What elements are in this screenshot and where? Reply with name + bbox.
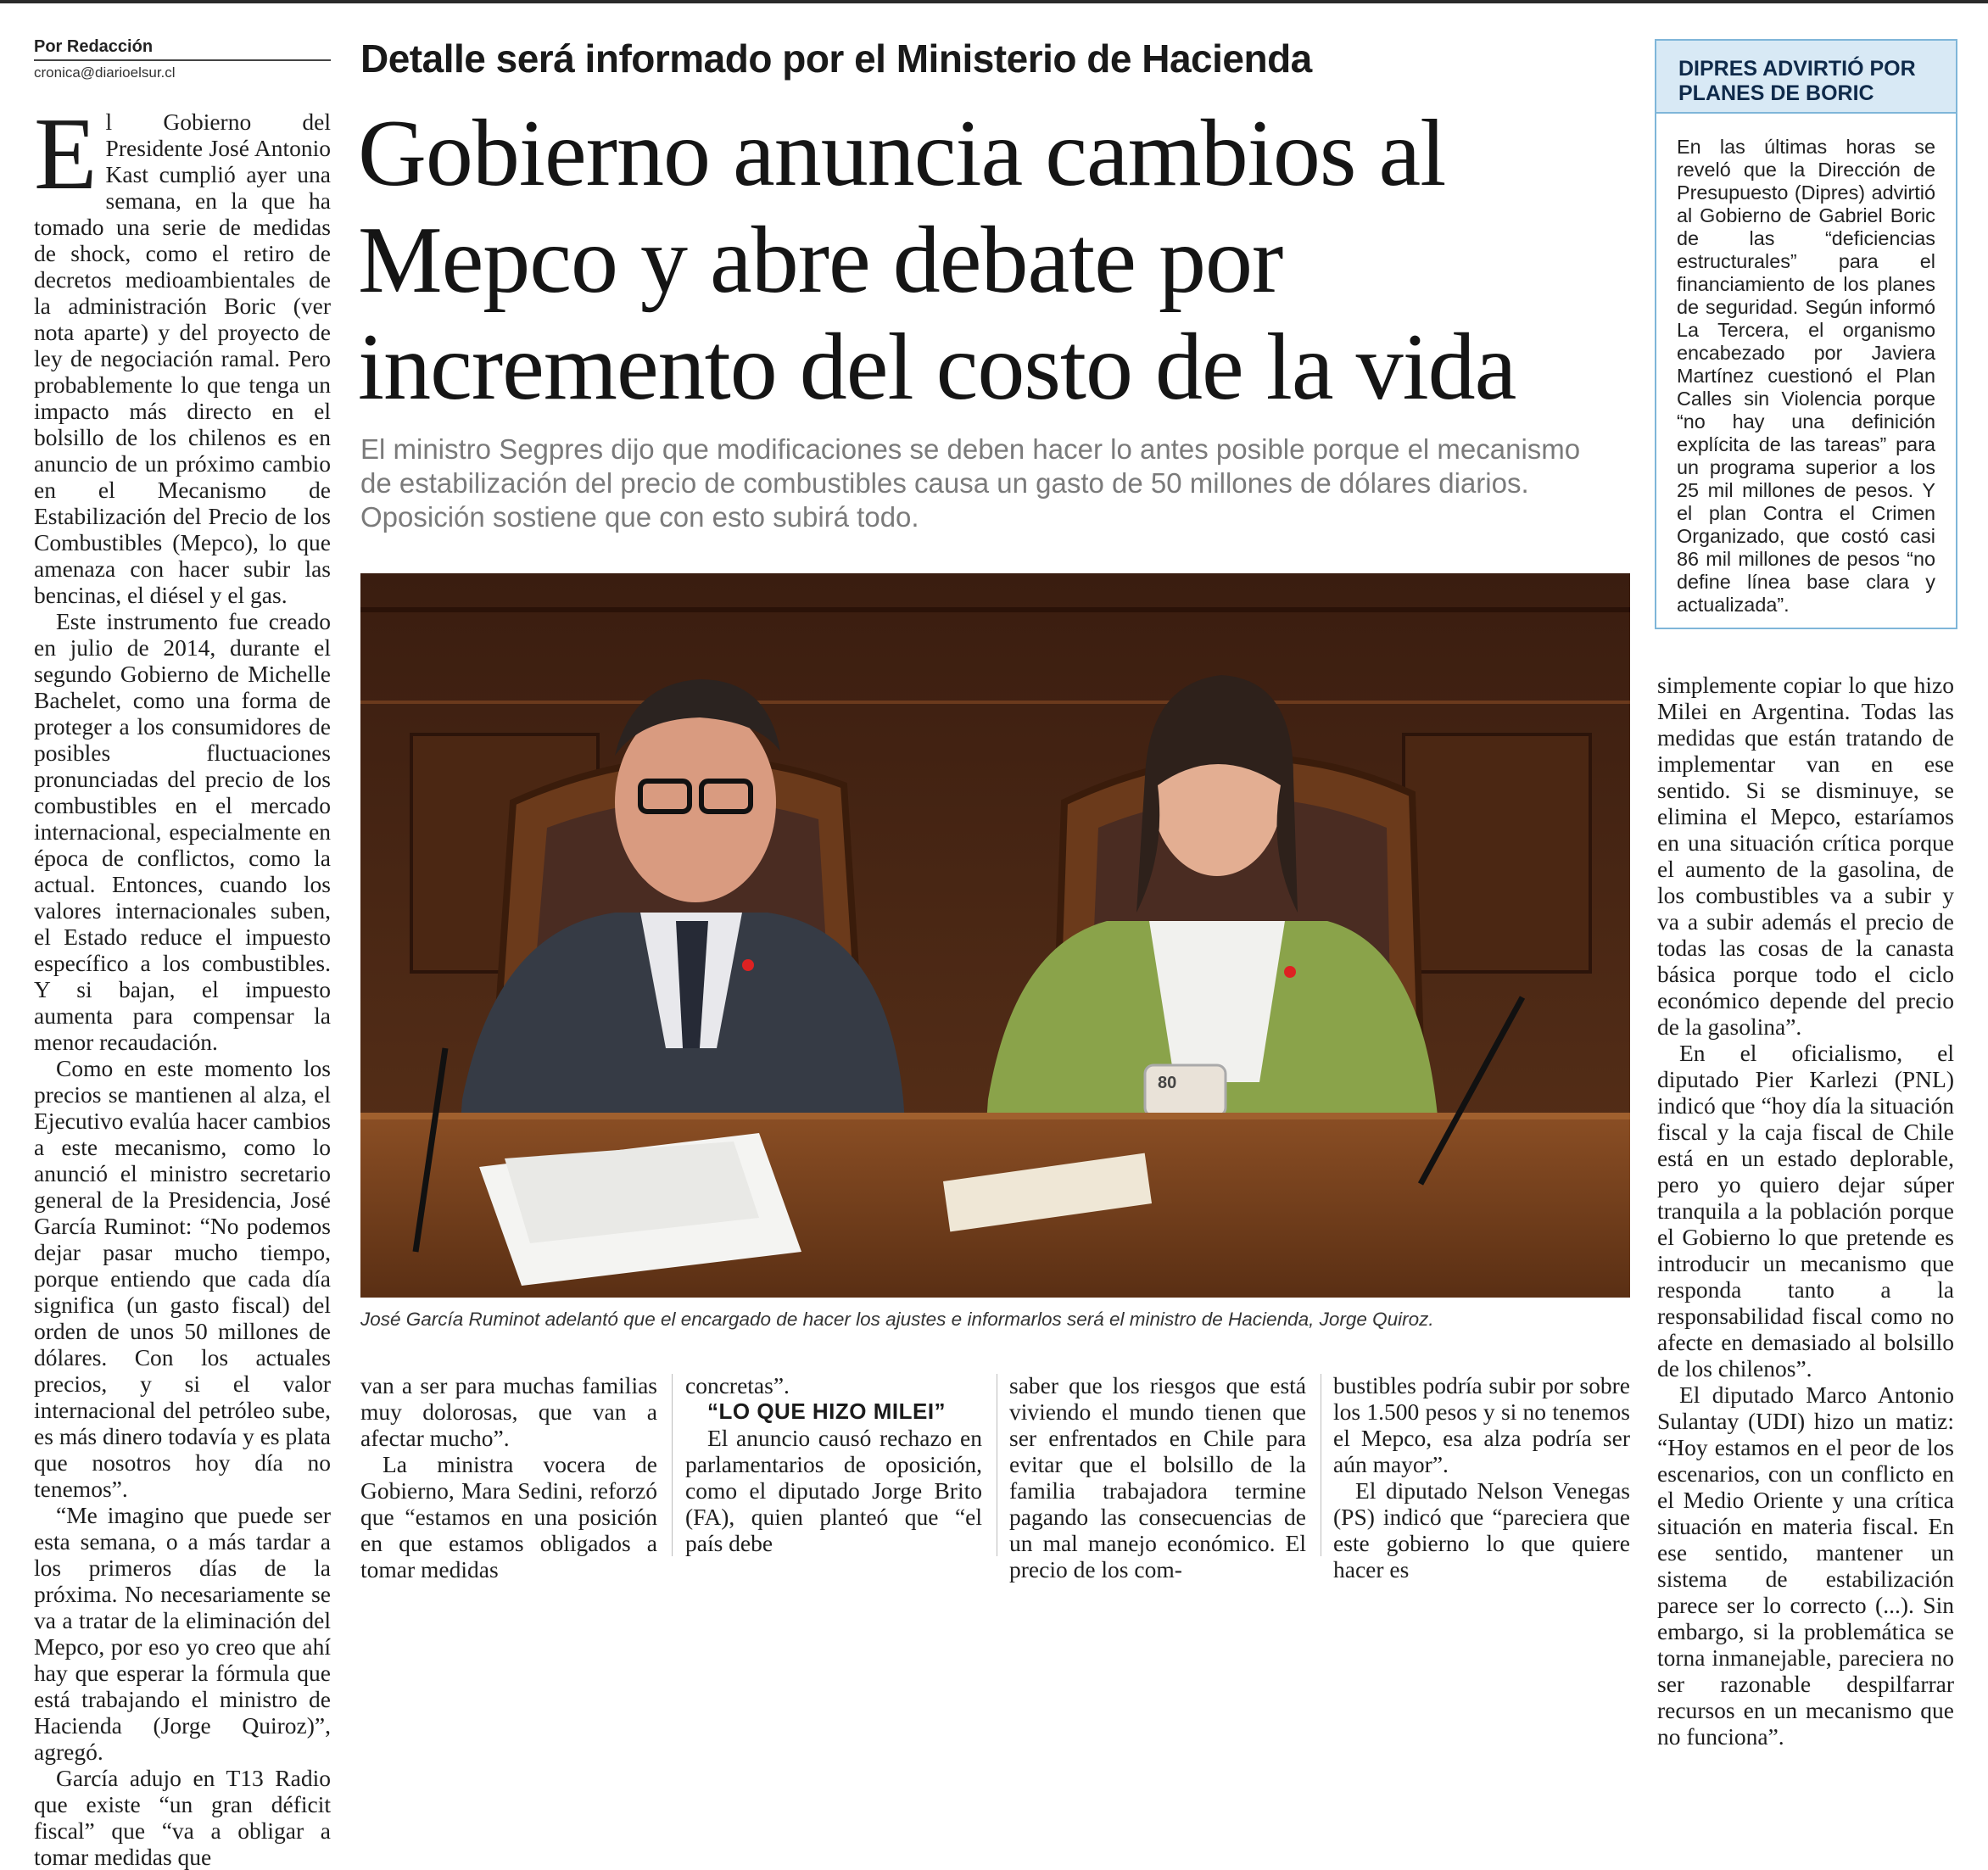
- paragraph: simplemente copiar lo que hizo Milei en Argentina. Todas las medidas que están tratando de implementar van en ese sentido. Si se disminuye, se elimina el Mepco, estaríamos en una situación crítica porque el aumento de la gasolina, de los combustibles va a subir y va a subir además el precio de todas las cosas de la canasta básica porque todo el ciclo económico depende del precio de la gasolina”.: [1657, 672, 1954, 1040]
- byline-rule: [34, 59, 331, 61]
- deck: El ministro Segpres dijo que modificaciones se deben hacer lo antes posible porque el mecanismo de estabilización del precio de combustibles causa un gasto de 50 millones de dólares diarios. Oposición sostiene que con esto subirá todo.: [360, 433, 1581, 533]
- paragraph: La ministra vocera de Gobierno, Mara Sedini, reforzó que “estamos en una posición en que estamos obligados a tomar medidas: [360, 1451, 657, 1583]
- paragraph: bustibles podría subir por sobre los 1.500 pesos y si no tenemos el Mepco, esa alza podría ser aún mayor”.: [1333, 1372, 1630, 1477]
- paragraph: Este instrumento fue creado en julio de 2014, durante el segundo Gobierno de Michelle Bachelet, como una forma de proteger a los consumidores de posibles fluctuaciones pronunciadas del precio de los combustibles en el mercado internacional, especialmente en época de conflictos, como la actual. Entonces, cuando los valores internacionales suben, el Estado reduce el impuesto específico a los combustibles. Y si bajan, el impuesto aumenta para compensar la menor recaudación.: [34, 608, 331, 1055]
- headline-line-1: Gobierno anuncia cambios al: [358, 101, 1446, 206]
- drop-cap: E: [34, 97, 98, 211]
- byline: [34, 37, 331, 81]
- column-2: [360, 1372, 657, 1583]
- headline: [358, 100, 1647, 421]
- photo-illustration: [360, 573, 1630, 1298]
- paragraph: El diputado Nelson Venegas (PS) indicó que “pareciera que este gobierno lo que quiere hacer es: [1333, 1477, 1630, 1583]
- phone-badge-text: 80: [1158, 1074, 1177, 1092]
- paragraph: El diputado Marco Antonio Sulantay (UDI) hizo un matiz: “Hoy estamos en el peor de los escenarios, con un conflicto en el Medio Oriente y una crítica situación en materia fiscal. En ese sentido, mantener un sistema de estabilización parece ser lo correcto (...). Sin embargo, si la problemática se torna inmanejable, pareciera no ser razonable despilfarrar recursos en un mecanismo que no funciona”.: [1657, 1382, 1954, 1750]
- paragraph: saber que los riesgos que está viviendo el mundo tienen que ser enfrentados en Chile para evitar que el bolsillo de la familia trabajadora termine pagando las consecuencias de un mal manejo económico. El precio de los com-: [1009, 1372, 1306, 1583]
- column-5: [1333, 1372, 1630, 1583]
- paragraph: El anuncio causó rechazo en parlamentarios de oposición, como el diputado Jorge Brito (FA), quien planteó que “el país debe: [685, 1425, 982, 1556]
- sidebar-box: [1655, 39, 1957, 629]
- paragraph: En el oficialismo, el diputado Pier Karlezi (PNL) indicó que “hoy día la situación fiscal y la caja fiscal de Chile está en un estado deplorable, pero yo quiero dejar súper tranquila a la población porque el Gobierno lo que pretende es introducir un mecanismo que responda tanto a la responsabilidad fiscal como no afecte en demasiado al bolsillo de los chilenos”.: [1657, 1040, 1954, 1382]
- headline-line-2: Mepco y abre debate por: [358, 208, 1283, 313]
- paragraph: concretas”.: [685, 1372, 790, 1398]
- byline-email[interactable]: cronica@diarioelsur.cl: [34, 64, 176, 81]
- paragraph: “Me imagino que puede ser esta semana, o a más tardar a los primeros días de la próxima. No necesariamente se va a tratar de la eliminación del Mepco, por eso yo creo que ahí hay que esperar la fórmula que está trabajando el ministro de Hacienda (Jorge Quiroz)”, agregó.: [34, 1502, 331, 1765]
- subheading: “LO QUE HIZO MILEI”: [707, 1398, 947, 1424]
- photo-caption: José García Ruminot adelantó que el encargado de hacer los ajustes e informarlos será el ministro de Hacienda, Jorge Quiroz.: [360, 1309, 1434, 1330]
- column-1: [34, 97, 331, 1870]
- sidebar-box-body: En las últimas horas se reveló que la Dirección de Presupuesto (Dipres) advirtió al Gobierno de Gabriel Boric de las “deficiencias estructurales” para el financiamiento de los planes de seguridad. Según informó La Tercera, el organismo encabezado por Javiera Martínez cuestionó el Plan Calles sin Violencia porque “no hay una definición explícita de las tareas” para un programa superior a los 25 mil millones de pesos. Y el plan Contra el Crimen Organizado, que costó casi 86 mil millones de pesos “no define línea base clara y actualizada”.: [1677, 136, 1935, 616]
- headline-line-3: incremento del costo de la vida: [358, 315, 1516, 420]
- paragraph: García adujo en T13 Radio que existe “un gran déficit fiscal” que “va a obligar a tomar medidas que: [34, 1765, 331, 1870]
- kicker: Detalle será informado por el Ministerio de Hacienda: [360, 36, 1312, 81]
- paragraph: l Gobierno del Presidente José Antonio Kast cumplió ayer una semana, en la que ha tomado una serie de medidas de shock, como el retiro de decretos medioambientales de la administración Boric (ver nota aparte) y del proyecto de ley de negociación ramal. Pero probablemente lo que tenga un impacto más directo en el bolsillo de los chilenos es en anuncio de un próximo cambio en el Mecanismo de Estabilización del Precio de los Combustibles (Mepco), lo que amenaza con hacer subir las bencinas, el diésel y el gas.: [34, 109, 331, 608]
- news-photo: [360, 573, 1630, 1298]
- sidebar-box-title: DIPRES ADVIRTIÓ POR PLANES DE BORIC: [1678, 57, 1916, 105]
- column-4: [1009, 1372, 1306, 1583]
- column-3: [685, 1372, 982, 1556]
- column-6: [1657, 672, 1954, 1750]
- sidebar-box-rule: [1656, 112, 1956, 114]
- paragraph: Como en este momento los precios se mantienen al alza, el Ejecutivo evalúa hacer cambios a este mecanismo, como lo anunció el ministro secretario general de la Presidencia, José García Ruminot: “No podemos dejar pasar mucho tiempo, porque entiendo que cada día significa (un gasto fiscal) del orden de unos 50 millones de dólares. Con los actuales precios, y si el valor internacional del petróleo sube, es más dinero todavía y es plata que nosotros hoy día no tenemos”.: [34, 1055, 331, 1502]
- top-rule: [0, 0, 1988, 3]
- paragraph: van a ser para muchas familias muy dolorosas, que van a afectar mucho”.: [360, 1372, 657, 1451]
- column-1-lead: [34, 97, 331, 608]
- column-divider: [672, 1374, 673, 1556]
- byline-author: Por Redacción: [34, 37, 154, 56]
